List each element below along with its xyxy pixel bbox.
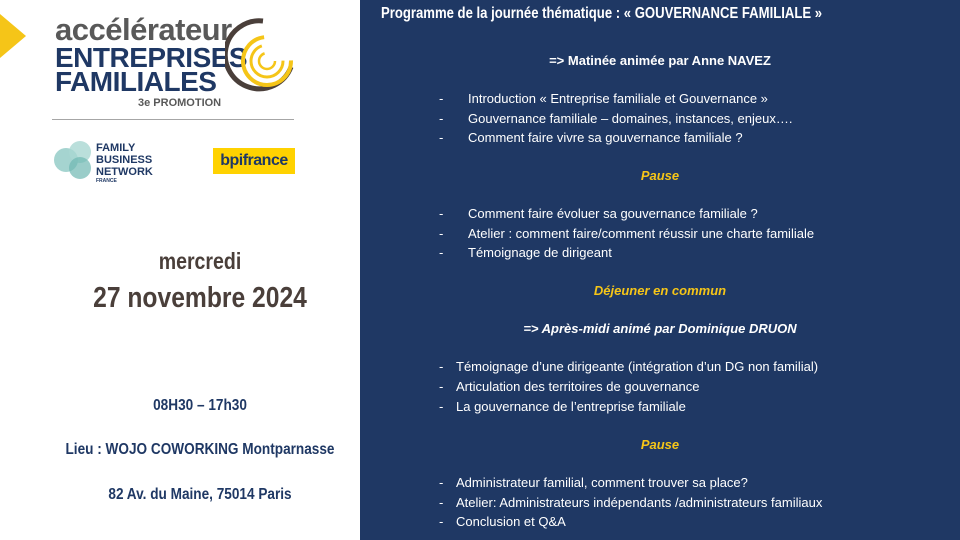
fbn-word-1: FAMILY bbox=[96, 142, 136, 154]
agenda-item: Articulation des territoires de gouvernance bbox=[456, 379, 700, 394]
bullet: - bbox=[439, 359, 444, 374]
event-day: mercredi bbox=[158, 248, 242, 274]
bullet: - bbox=[439, 399, 444, 414]
logo-line-1: accélérateur bbox=[55, 12, 232, 47]
fbn-sub: FRANCE bbox=[96, 178, 117, 184]
bullet: - bbox=[439, 130, 444, 145]
agenda-item: Comment faire vivre sa gouvernance familiale ? bbox=[468, 130, 743, 145]
agenda-item: La gouvernance de l’entreprise familiale bbox=[456, 399, 686, 414]
event-hours: 08H30 – 17h30 bbox=[153, 397, 247, 414]
bullet: - bbox=[439, 514, 444, 529]
program-panel bbox=[360, 0, 960, 540]
bullet: - bbox=[439, 91, 444, 106]
bullet: - bbox=[439, 475, 444, 490]
event-venue: Lieu : WOJO COWORKING Montparnasse bbox=[65, 441, 335, 458]
bullet: - bbox=[439, 111, 444, 126]
bullet: - bbox=[439, 379, 444, 394]
agenda-item: Atelier: Administrateurs indépendants /administrateurs familiaux bbox=[456, 495, 823, 510]
bullet: - bbox=[439, 245, 444, 260]
fbn-word-3: NETWORK bbox=[96, 166, 153, 178]
agenda-item: Gouvernance familiale – domaines, instances, enjeux…. bbox=[468, 111, 793, 126]
logo-line-3: FAMILIALES bbox=[55, 66, 217, 97]
fbn-logo-text bbox=[96, 142, 153, 185]
morning-header: => Matinée animée par Anne NAVEZ bbox=[549, 53, 771, 68]
event-address: 82 Av. du Maine, 75014 Paris bbox=[108, 486, 292, 503]
fbn-logo-icon bbox=[52, 138, 96, 182]
logo-promotion: 3e PROMOTION bbox=[138, 97, 222, 109]
fbn-word-2: BUSINESS bbox=[96, 154, 153, 166]
agenda-item: Conclusion et Q&A bbox=[456, 514, 566, 529]
agenda-item: Introduction « Entreprise familiale et Gouvernance » bbox=[468, 91, 768, 106]
pause-label: Pause bbox=[640, 437, 680, 452]
afternoon-header: => Après-midi animé par Dominique DRUON bbox=[523, 321, 797, 336]
lunch-label: Déjeuner en commun bbox=[593, 283, 727, 298]
bullet: - bbox=[439, 495, 444, 510]
logo-divider bbox=[52, 119, 294, 120]
bpifrance-logo: bpifrance bbox=[213, 148, 295, 174]
yellow-arrow-shape bbox=[0, 14, 26, 58]
program-title: Programme de la journée thématique : « GOUVERNANCE FAMILIALE » bbox=[381, 5, 823, 22]
pause-label: Pause bbox=[640, 168, 680, 183]
event-date: 27 novembre 2024 bbox=[93, 282, 307, 314]
agenda-item: Atelier : comment faire/comment réussir une charte familiale bbox=[468, 226, 815, 241]
agenda-item: Administrateur familial, comment trouver sa place? bbox=[456, 475, 748, 490]
bullet: - bbox=[439, 206, 444, 221]
agenda-item: Comment faire évoluer sa gouvernance familiale ? bbox=[468, 206, 758, 221]
bullet: - bbox=[439, 226, 444, 241]
agenda-item: Témoignage d’une dirigeante (intégration d’un DG non familial) bbox=[456, 359, 819, 374]
agenda-item: Témoignage de dirigeant bbox=[468, 245, 612, 260]
logo-swirl-icon bbox=[225, 15, 297, 95]
logo-line-2: ENTREPRISES bbox=[55, 42, 248, 73]
